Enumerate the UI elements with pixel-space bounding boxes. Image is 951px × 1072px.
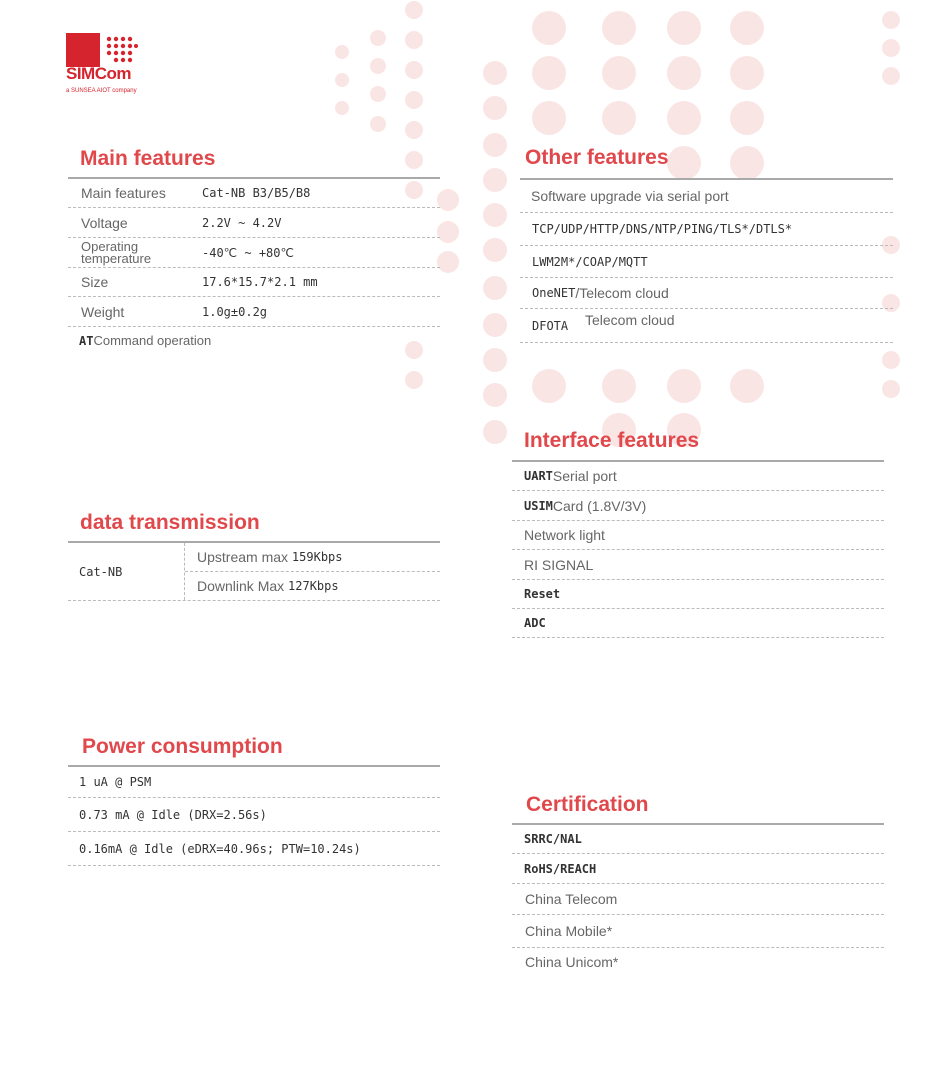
row-label: Size — [81, 274, 109, 290]
item-code: TCP/UDP/HTTP/DNS/NTP/PING/TLS*/DTLS* — [532, 222, 793, 236]
item-text: China Mobile* — [525, 923, 613, 939]
item-text: /Telecom cloud — [575, 285, 669, 301]
rate-label: Upstream max — [197, 549, 292, 565]
certification-title: Certification — [526, 793, 649, 816]
item-text: China Unicom* — [525, 954, 619, 970]
row-label: Operating temperature — [81, 238, 152, 266]
list-item — [512, 609, 884, 638]
interface-features-section — [512, 426, 884, 638]
item-code: DFOTA — [532, 318, 569, 333]
data-transmission-table — [68, 543, 440, 601]
list-item — [512, 580, 884, 609]
certification-section — [512, 790, 884, 976]
main-features-title: Main features — [80, 147, 216, 170]
list-item — [512, 915, 884, 948]
list-item — [512, 462, 884, 491]
power-consumption-section — [68, 732, 440, 866]
at-command-line — [68, 333, 440, 348]
rate-label: Downlink Max — [197, 578, 289, 594]
row-value: 1.0g±0.2g — [202, 304, 268, 319]
list-item: 1 uA @ PSM — [68, 767, 440, 798]
rate-row — [185, 572, 440, 600]
interface-features-title: Interface features — [524, 429, 700, 452]
list-item — [512, 491, 884, 521]
item-code: ADC — [524, 616, 546, 630]
logo-red-square — [66, 33, 100, 67]
data-transmission-section — [68, 508, 440, 601]
item-text: RI SIGNAL — [524, 556, 594, 573]
logo-subtitle: a SUNSEA AIOT company — [66, 88, 137, 94]
row-label: Main features — [81, 185, 166, 201]
item-text: Network light — [524, 527, 605, 543]
table-row — [68, 268, 440, 297]
list-item — [520, 213, 893, 246]
table-row — [68, 179, 440, 208]
row-label: Voltage — [81, 214, 128, 231]
rate-cells — [185, 543, 440, 600]
data-transmission-title: data transmission — [80, 511, 260, 534]
item-code: RoHS/REACH — [524, 861, 597, 876]
power-consumption-title: Power consumption — [82, 735, 283, 758]
list-item — [512, 854, 884, 884]
list-item — [520, 309, 893, 343]
row-label: Weight — [81, 303, 125, 320]
list-item — [520, 180, 893, 213]
row-value: -40℃ ~ +80℃ — [202, 245, 294, 260]
item-code: OneNET — [532, 286, 576, 300]
list-item: 0.16mA @ Idle (eDRX=40.96s; PTW=10.24s) — [68, 832, 440, 866]
main-features-section — [68, 144, 440, 348]
item-text: Serial port — [552, 468, 617, 484]
table-row — [68, 238, 440, 268]
item-code: SRRC/NAL — [524, 832, 582, 846]
item-text: China Telecom — [525, 891, 618, 907]
row-value: Cat-NB B3/B5/B8 — [202, 186, 311, 200]
list-item — [512, 825, 884, 854]
other-features-section — [520, 143, 893, 343]
rate-value: 127Kbps — [288, 579, 339, 593]
item-text: Telecom cloud — [585, 311, 675, 328]
list-item — [512, 884, 884, 915]
item-code: USIM — [524, 498, 553, 513]
list-item — [520, 246, 893, 278]
logo-text: SIMCom — [66, 64, 131, 83]
rate-row — [185, 543, 440, 572]
row-value: 2.2V ~ 4.2V — [202, 215, 282, 230]
other-features-title: Other features — [525, 146, 669, 169]
list-item — [512, 948, 884, 976]
item-code: LWM2M*/COAP/MQTT — [532, 254, 648, 269]
item-text: Card (1.8V/3V) — [552, 497, 647, 514]
item-text: Software upgrade via serial port — [531, 188, 729, 204]
row-value: 17.6*15.7*2.1 mm — [202, 275, 318, 289]
item-code: UART — [524, 469, 553, 483]
at-label: AT — [79, 334, 94, 348]
list-item: 0.73 mA @ Idle (DRX=2.56s) — [68, 798, 440, 832]
table-row — [68, 208, 440, 238]
list-item — [512, 521, 884, 550]
category-cell: Cat-NB — [68, 543, 185, 600]
list-item — [512, 550, 884, 580]
simcom-logo — [66, 33, 146, 97]
at-text: Command operation — [93, 333, 212, 348]
rate-value: 159Kbps — [291, 550, 343, 564]
logo-dots-icon — [105, 35, 139, 65]
item-code: Reset — [524, 587, 561, 601]
list-item — [520, 278, 893, 309]
table-row — [68, 297, 440, 327]
